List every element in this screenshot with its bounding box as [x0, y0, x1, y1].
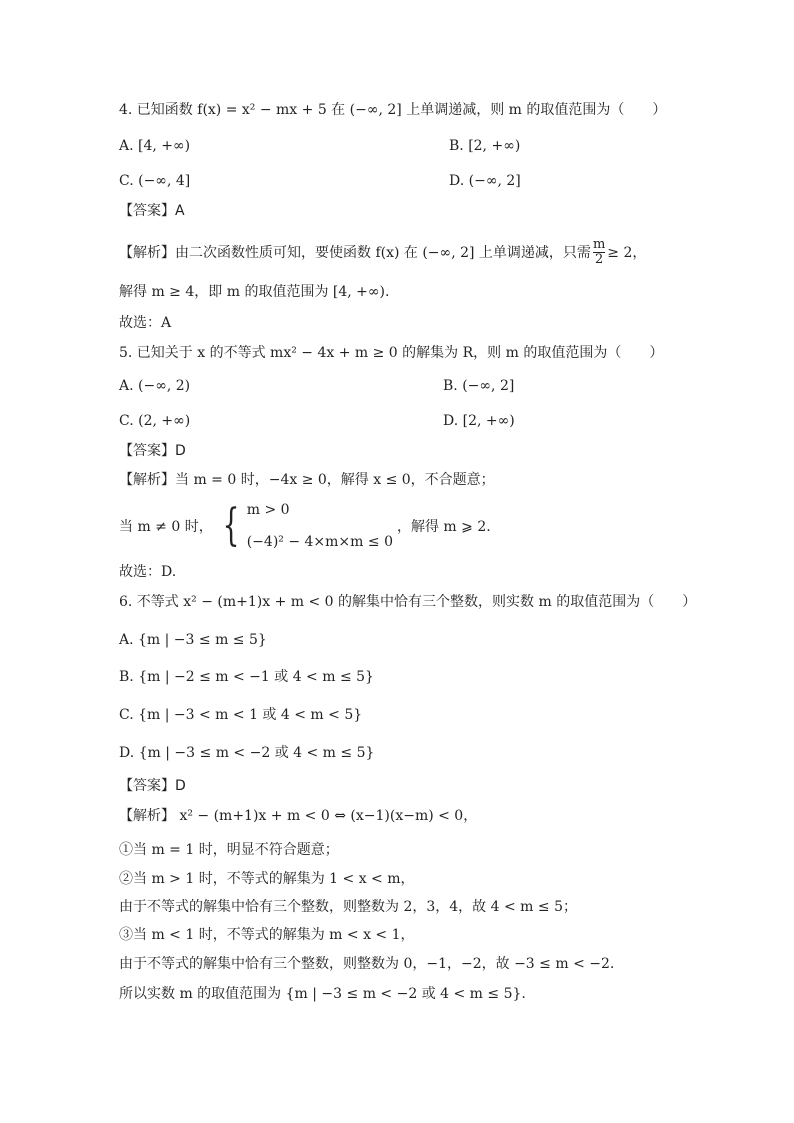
- q5-option-d: D. [2, +∞): [443, 413, 515, 429]
- q5-option-b: B. (−∞, 2]: [443, 378, 515, 394]
- q4-stem: 4. 已知函数 f(x) = x² − mx + 5 在 (−∞, 2] 上单调递减，则 m 的取值范围为（ ）: [119, 102, 667, 118]
- q4-option-a: A. [4, +∞): [119, 138, 191, 154]
- q5-system-row1: m > 0: [246, 502, 290, 518]
- q5-system-suffix: ，解得 m ⩾ 2.: [396, 519, 491, 535]
- left-brace-icon: {: [222, 500, 240, 551]
- q5-analysis-line1: 【解析】当 m = 0 时，−4x ≥ 0，解得 x ≤ 0，不合题意；: [119, 472, 495, 488]
- q6-answer: 【答案】D: [119, 778, 186, 794]
- q5-stem: 5. 已知关于 x 的不等式 mx² − 4x + m ≥ 0 的解集为 R，则 m 的取值范围为（ ）: [119, 345, 664, 361]
- q4-analysis-text: 【解析】由二次函数性质可知，要使函数 f(x) 在 (−∞, 2] 上单调递减，只需: [119, 244, 591, 261]
- q6-case-2-detail: 由于不等式的解集中恰有三个整数，则整数为 2，3，4，故 4 < m ≤ 5；: [119, 899, 577, 915]
- q4-option-b: B. [2, +∞): [449, 138, 521, 154]
- q4-analysis-line1: [119, 238, 646, 267]
- q4-fraction-numerator: m: [592, 237, 606, 252]
- q6-option-c: C. {m | −3 < m < 1 或 4 < m < 5}: [119, 707, 363, 723]
- q5-option-c: C. (2, +∞): [119, 413, 191, 429]
- q5-option-a: A. (−∞, 2): [119, 378, 191, 394]
- q5-system: [119, 500, 491, 552]
- q6-option-b: B. {m | −2 ≤ m < −1 或 4 < m ≤ 5}: [119, 669, 374, 685]
- q6-case-1: ①当 m = 1 时，明显不符合题意；: [119, 842, 339, 858]
- q6-option-d: D. {m | −3 ≤ m < −2 或 4 < m ≤ 5}: [119, 745, 375, 761]
- q6-case-3-detail: 由于不等式的解集中恰有三个整数，则整数为 0，−1，−2，故 −3 ≤ m < −2.: [119, 956, 615, 972]
- q6-analysis-line1: 【解析】 x² − (m+1)x + m < 0 ⇔ (x−1)(x−m) < 0，: [119, 808, 478, 824]
- q5-system-prefix: 当 m ≠ 0 时，: [119, 519, 213, 535]
- q4-analysis-tail: ≥ 2，: [607, 244, 647, 261]
- q6-stem: 6. 不等式 x² − (m+1)x + m < 0 的解集中恰有三个整数，则实数 m 的取值范围为（ ）: [119, 594, 697, 610]
- q6-conclusion: 所以实数 m 的取值范围为 {m | −3 ≤ m < −2 或 4 < m ≤ 5}.: [119, 986, 526, 1002]
- q5-system-row2: (−4)² − 4×m×m ≤ 0: [246, 534, 393, 550]
- q4-analysis-line2: 解得 m ≥ 4，即 m 的取值范围为 [4, +∞).: [119, 284, 390, 300]
- q5-conclusion: 故选：D.: [119, 564, 177, 580]
- q4-fraction-denominator: 2: [594, 252, 604, 267]
- q6-case-3: ③当 m < 1 时，不等式的解集为 m < x < 1，: [119, 927, 415, 943]
- q5-answer: 【答案】D: [119, 443, 186, 459]
- q4-conclusion: 故选：A: [119, 315, 172, 331]
- q4-option-d: D. (−∞, 2]: [449, 173, 521, 189]
- q6-option-a: A. {m | −3 ≤ m ≤ 5}: [119, 632, 267, 648]
- q4-fraction: [593, 238, 605, 267]
- q4-answer: 【答案】A: [119, 203, 185, 219]
- q5-system-rows: [247, 502, 393, 550]
- q6-case-2: ②当 m > 1 时，不等式的解集为 1 < x < m，: [119, 871, 415, 887]
- q4-option-c: C. (−∞, 4]: [119, 173, 191, 189]
